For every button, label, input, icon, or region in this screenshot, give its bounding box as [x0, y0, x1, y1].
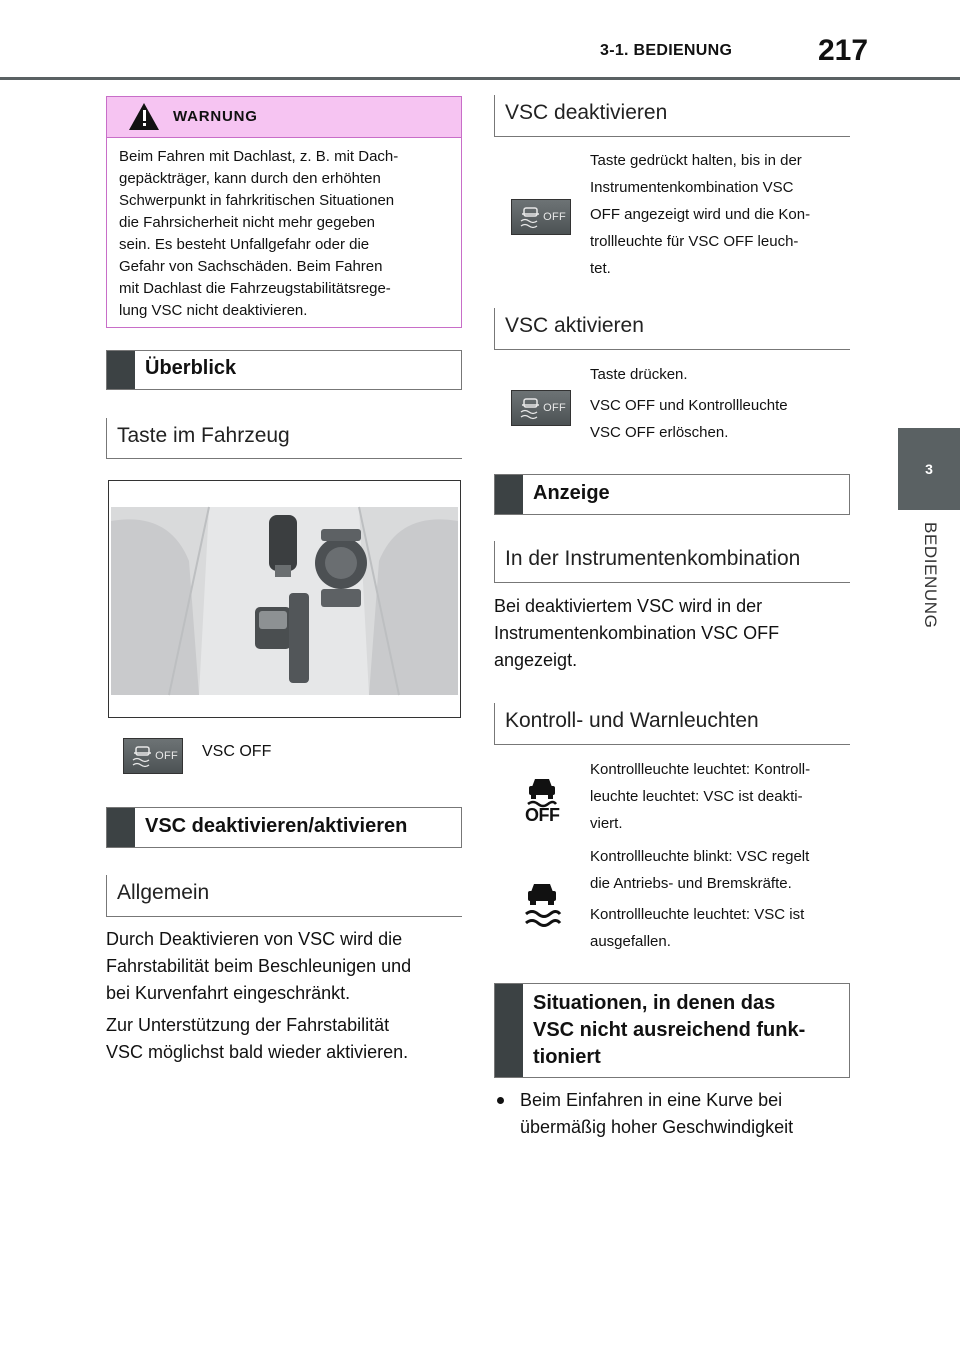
text-line: Instrumentenkombination VSC OFF — [494, 623, 780, 643]
subsection-vsc-aktivieren — [494, 308, 850, 350]
warning-title: WARNUNG — [173, 108, 258, 125]
text-line: leuchte leuchtet: VSC ist deakti- — [590, 788, 803, 805]
text-line: Kontrollleuchte blinkt: VSC regelt — [590, 848, 810, 865]
text-line: übermäßig hoher Geschwindigkeit — [520, 1117, 794, 1137]
text-line: Situationen, in denen das — [533, 992, 776, 1014]
text-line: Zur Unterstützung der Fahrstabilität — [106, 1015, 390, 1035]
instruction-text — [590, 392, 854, 446]
warning-line: sein. Es besteht Unfallgefahr oder die — [119, 236, 370, 253]
warning-line: Gefahr von Sachschäden. Beim Fahren — [119, 258, 383, 275]
text-line: VSC OFF und Kontrollleuchte — [590, 397, 788, 414]
warning-line: die Fahrsicherheit nicht mehr gegeben — [119, 214, 375, 231]
vsc-off-button-icon — [123, 738, 183, 774]
vsc-off-indicator-icon — [522, 775, 562, 827]
warning-line: mit Dachlast die Fahrzeugstabilitätsrege- — [119, 280, 391, 297]
subsection-title-text: VSC deaktivieren — [505, 101, 668, 124]
off-label: OFF — [525, 805, 560, 825]
header-rule — [0, 77, 960, 80]
paragraph — [494, 593, 854, 674]
warning-header — [107, 97, 461, 138]
text-line: tioniert — [533, 1046, 601, 1068]
section-title-text: Anzeige — [533, 482, 610, 504]
chapter-label: BEDIENUNG — [921, 522, 940, 629]
warning-line: Beim Fahren mit Dachlast, z. B. mit Dach- — [119, 148, 399, 165]
vsc-off-caption: VSC OFF — [202, 743, 272, 760]
subsection-title-text: Taste im Fahrzeug — [117, 424, 290, 447]
page-number: 217 — [818, 34, 869, 67]
text-line: bei Kurvenfahrt eingeschränkt. — [106, 983, 351, 1003]
text-line: VSC möglichst bald wieder aktivieren. — [106, 1042, 409, 1062]
warning-box — [106, 96, 462, 328]
text-line: Instrumentenkombination VSC — [590, 179, 794, 196]
subsection-vsc-deaktivieren — [494, 95, 850, 137]
text-line: Durch Deaktivieren von VSC wird die — [106, 929, 403, 949]
subsection-taste — [106, 418, 462, 459]
subsection-instrumentenkombination — [494, 541, 850, 583]
paragraph — [106, 926, 466, 1007]
indicator-text — [590, 756, 854, 837]
instruction-text: Taste drücken. — [590, 366, 688, 383]
text-line: Kontrollleuchte leuchtet: VSC ist — [590, 906, 805, 923]
chapter-tab: 3 — [898, 428, 960, 510]
bullet-icon — [497, 1097, 504, 1104]
text-line: Beim Einfahren in eine Kurve bei — [520, 1090, 783, 1110]
section-ueberblick — [106, 350, 462, 390]
text-line: angezeigt. — [494, 650, 578, 670]
subsection-title-text: In der Instrumentenkombination — [505, 547, 801, 570]
text-line: OFF angezeigt wird und die Kon- — [590, 206, 811, 223]
subsection-kontroll-warnleuchten — [494, 703, 850, 745]
vsc-off-button-icon — [511, 199, 571, 235]
text-line: viert. — [590, 815, 623, 832]
section-situationen — [494, 983, 850, 1078]
text-line: VSC OFF erlöschen. — [590, 424, 729, 441]
indicator-text — [590, 901, 854, 955]
vehicle-console-image — [108, 480, 461, 718]
text-line: tet. — [590, 260, 611, 277]
text-line: VSC nicht ausreichend funk- — [533, 1019, 806, 1041]
section-title-text — [533, 990, 805, 1071]
paragraph — [106, 1012, 466, 1066]
subsection-title-text: Allgemein — [117, 881, 210, 904]
warning-line: gepäckträger, kann durch den erhöhten — [119, 170, 381, 187]
section-anzeige — [494, 474, 850, 515]
off-label: OFF — [543, 402, 566, 414]
text-line: Fahrstabilität beim Beschleunigen und — [106, 956, 412, 976]
text-line: Bei deaktiviertem VSC wird in der — [494, 596, 763, 616]
section-title: 3-1. BEDIENUNG — [600, 42, 733, 59]
bullet-item — [520, 1087, 860, 1141]
text-line: trollleuchte für VSC OFF leuch- — [590, 233, 799, 250]
vsc-off-button-icon — [511, 390, 571, 426]
warning-text — [107, 138, 461, 322]
section-vsc-deakt-akt — [106, 807, 462, 848]
section-title-text: VSC deaktivieren/aktivieren — [145, 815, 408, 837]
subsection-allgemein — [106, 875, 462, 917]
warning-line: lung VSC nicht deaktivieren. — [119, 302, 308, 319]
off-label: OFF — [155, 750, 178, 762]
indicator-text — [590, 843, 854, 897]
text-line: Kontrollleuchte leuchtet: Kontroll- — [590, 761, 811, 778]
instruction-text — [590, 147, 854, 282]
text-line: ausgefallen. — [590, 933, 671, 950]
section-title-text: Überblick — [145, 357, 237, 379]
vsc-indicator-icon — [520, 880, 564, 930]
warning-line: Schwerpunkt in fahrkritischen Situationen — [119, 192, 395, 209]
subsection-title-text: VSC aktivieren — [505, 314, 644, 337]
text-line: Taste gedrückt halten, bis in der — [590, 152, 802, 169]
subsection-title-text: Kontroll- und Warnleuchten — [505, 709, 759, 732]
text-line: die Antriebs- und Bremskräfte. — [590, 875, 792, 892]
off-label: OFF — [543, 211, 566, 223]
